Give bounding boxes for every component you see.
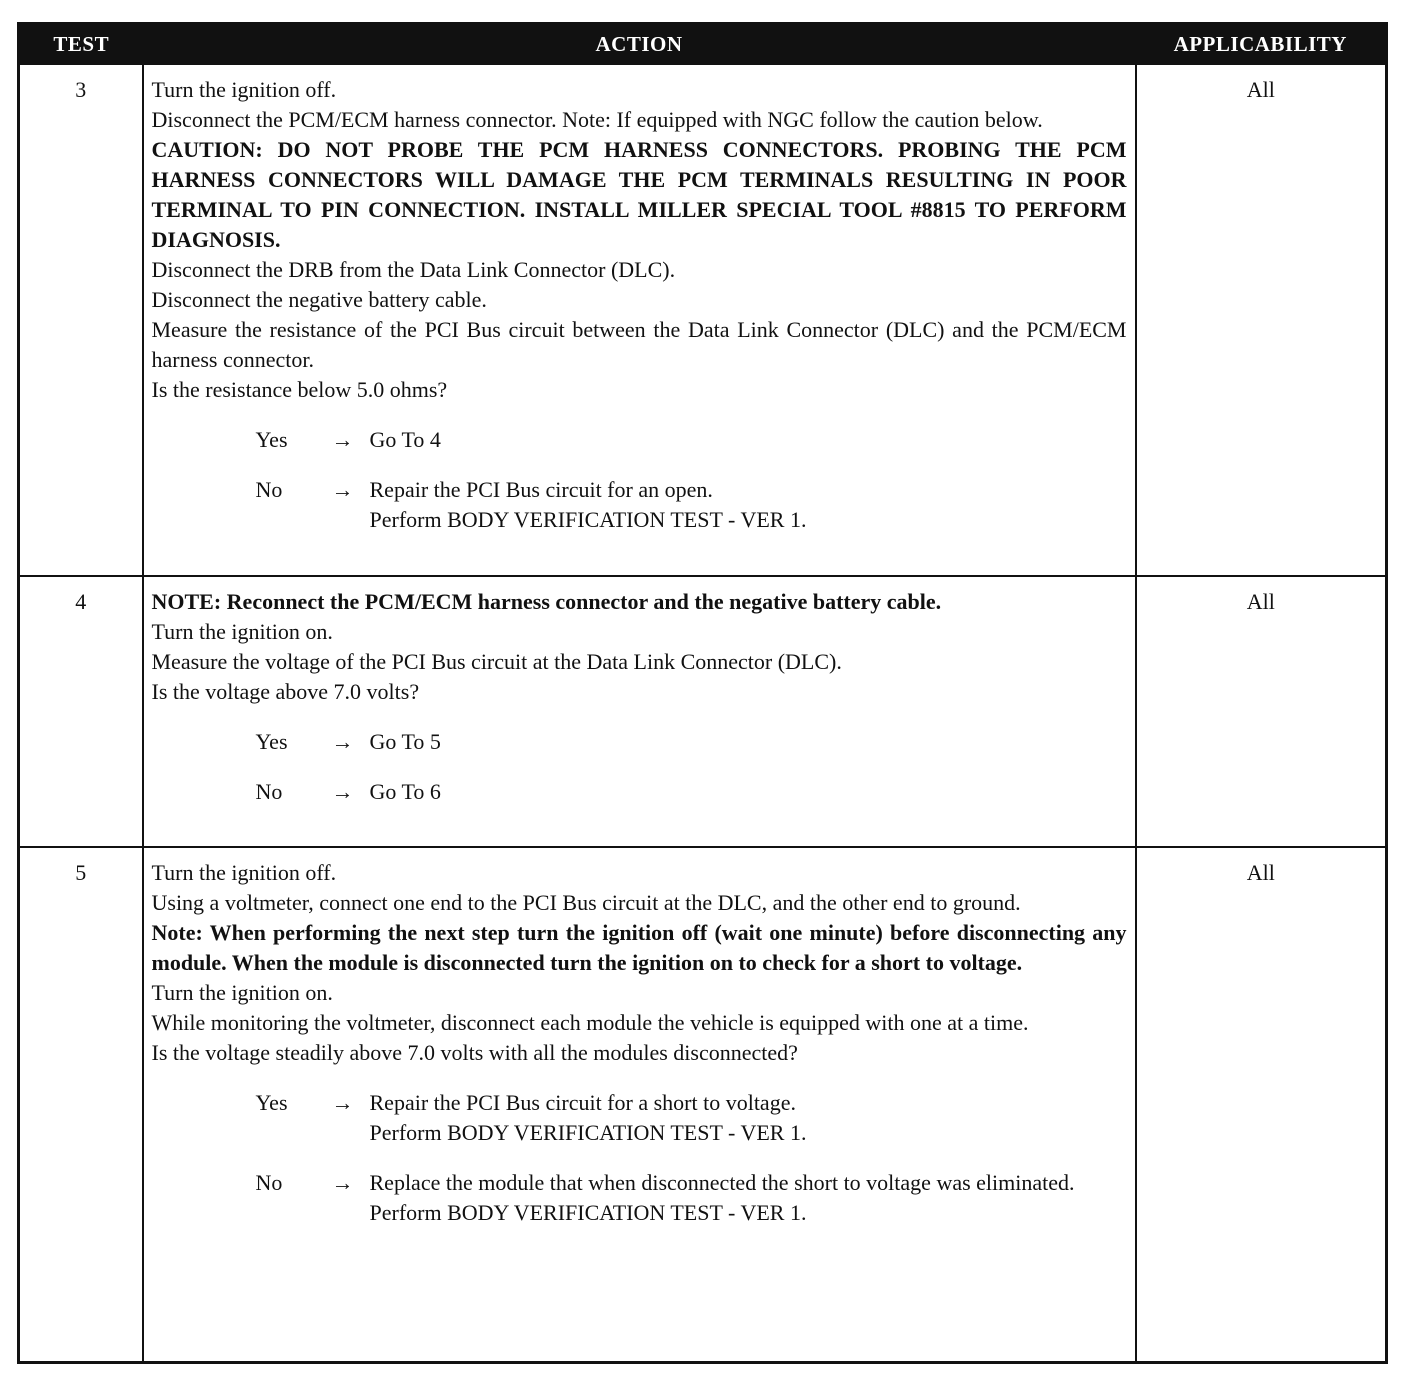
result-line: Perform BODY VERIFICATION TEST - VER 1. bbox=[369, 1200, 807, 1225]
choice-result bbox=[370, 727, 1127, 757]
choice-no bbox=[256, 475, 1127, 535]
table-row bbox=[19, 576, 1387, 847]
instruction-line: Using a voltmeter, connect one end to the PCI Bus circuit at the DLC, and the other end to ground. bbox=[151, 890, 1021, 915]
action-cell bbox=[143, 576, 1136, 847]
choice-no bbox=[256, 1168, 1127, 1228]
choices bbox=[152, 1088, 1127, 1228]
instruction-line: Measure the resistance of the PCI Bus circuit between the Data Link Connector (DLC) and the PCM/ECM harness connector. bbox=[151, 317, 1127, 372]
choice-answer: No bbox=[255, 1170, 283, 1195]
instruction-line: Turn the ignition on. bbox=[151, 619, 333, 644]
result-line: Perform BODY VERIFICATION TEST - VER 1. bbox=[369, 507, 807, 532]
instruction-line: Disconnect the negative battery cable. bbox=[151, 287, 487, 312]
choice-result bbox=[370, 777, 1127, 807]
choice-answer: Yes bbox=[255, 427, 288, 452]
caution-note: NOTE: Reconnect the PCM/ECM harness connector and the negative battery cable. bbox=[151, 589, 942, 614]
instruction-line: Turn the ignition off. bbox=[151, 860, 337, 885]
choice-yes bbox=[256, 425, 1127, 455]
result-line: Go To 6 bbox=[369, 779, 441, 804]
caution-note: Note: When performing the next step turn the ignition off (wait one minute) before disconnecting any module. When the module is disconnected turn the ignition on to check for a short to voltage. bbox=[151, 920, 1127, 975]
choice-yes bbox=[256, 727, 1127, 757]
choice-result bbox=[370, 425, 1127, 455]
arrow-right-icon: → bbox=[331, 1170, 354, 1195]
applicability: All bbox=[1136, 576, 1387, 847]
header-action: ACTION bbox=[143, 24, 1136, 65]
choice-answer: Yes bbox=[255, 1090, 288, 1115]
choice-answer: No bbox=[255, 779, 283, 804]
instruction-line: Turn the ignition off. bbox=[151, 77, 337, 102]
arrow-right-icon: → bbox=[331, 729, 354, 754]
action-cell bbox=[143, 64, 1136, 576]
result-line: Replace the module that when disconnected the short to voltage was eliminated. bbox=[369, 1170, 1075, 1195]
table-row bbox=[19, 64, 1387, 576]
table-header bbox=[19, 24, 1387, 65]
choice-no bbox=[256, 777, 1127, 807]
choice-result bbox=[370, 1088, 1127, 1148]
instruction-line: Is the resistance below 5.0 ohms? bbox=[151, 377, 448, 402]
choice-answer: No bbox=[255, 477, 283, 502]
diagnostic-test-table bbox=[17, 22, 1388, 1364]
result-line: Repair the PCI Bus circuit for an open. bbox=[369, 477, 713, 502]
instruction-line: Disconnect the PCM/ECM harness connector. Note: If equipped with NGC follow the caution below. bbox=[151, 107, 1043, 132]
instruction-line: Turn the ignition on. bbox=[151, 980, 333, 1005]
header-applicability: APPLICABILITY bbox=[1136, 24, 1387, 65]
applicability: All bbox=[1136, 847, 1387, 1362]
result-line: Perform BODY VERIFICATION TEST - VER 1. bbox=[369, 1120, 807, 1145]
test-number: 5 bbox=[19, 847, 143, 1362]
applicability: All bbox=[1136, 64, 1387, 576]
arrow-right-icon: → bbox=[331, 779, 354, 804]
choice-yes bbox=[256, 1088, 1127, 1148]
choices bbox=[152, 425, 1127, 535]
instruction-line: Is the voltage steadily above 7.0 volts with all the modules disconnected? bbox=[151, 1040, 798, 1065]
arrow-right-icon: → bbox=[331, 1090, 354, 1115]
result-line: Repair the PCI Bus circuit for a short to voltage. bbox=[369, 1090, 796, 1115]
arrow-right-icon: → bbox=[331, 427, 354, 452]
caution-note: CAUTION: DO NOT PROBE THE PCM HARNESS CONNECTORS. PROBING THE PCM HARNESS CONNECTORS WILL DAMAGE THE PCM TERMINALS RESULTING IN POOR TERMINAL TO PIN CONNECTION. INSTALL MILLER SPECIAL TOOL #8815 TO PERFORM DIAGNOSIS. bbox=[151, 137, 1127, 252]
test-number: 3 bbox=[19, 64, 143, 576]
choices bbox=[152, 727, 1127, 807]
instruction-line: While monitoring the voltmeter, disconnect each module the vehicle is equipped with one at a time. bbox=[151, 1010, 1029, 1035]
arrow-right-icon: → bbox=[331, 477, 354, 502]
instruction-line: Measure the voltage of the PCI Bus circuit at the Data Link Connector (DLC). bbox=[151, 649, 842, 674]
result-line: Go To 5 bbox=[369, 729, 441, 754]
test-number: 4 bbox=[19, 576, 143, 847]
header-test: TEST bbox=[19, 24, 143, 65]
choice-answer: Yes bbox=[255, 729, 288, 754]
table-row bbox=[19, 847, 1387, 1362]
instruction-line: Disconnect the DRB from the Data Link Connector (DLC). bbox=[151, 257, 676, 282]
result-line: Go To 4 bbox=[369, 427, 441, 452]
choice-result bbox=[370, 475, 1127, 535]
action-cell bbox=[143, 847, 1136, 1362]
instruction-line: Is the voltage above 7.0 volts? bbox=[151, 679, 420, 704]
choice-result bbox=[370, 1168, 1127, 1228]
